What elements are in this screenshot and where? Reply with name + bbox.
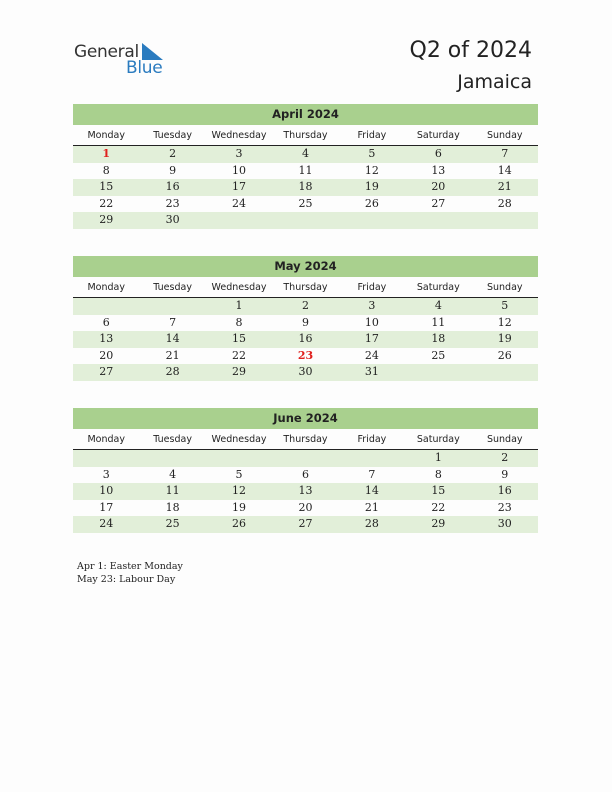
- logo-text-blue: Blue: [126, 58, 163, 78]
- week-row: [73, 467, 538, 484]
- month-title: May 2024: [73, 256, 538, 277]
- date-cell: 22: [431, 500, 446, 514]
- date-cell: 25: [298, 196, 313, 210]
- date-cell: 8: [434, 467, 442, 481]
- weekday-label: Sunday: [486, 434, 523, 445]
- date-cell: 20: [431, 180, 446, 193]
- date-cell: 20: [298, 500, 313, 514]
- weekday-label: Thursday: [283, 130, 328, 141]
- date-cell: 31: [364, 365, 379, 378]
- month-calendar: [73, 256, 538, 381]
- date-cell: 23: [165, 196, 180, 210]
- date-cell: [73, 298, 139, 315]
- weekday-label: Saturday: [416, 130, 460, 141]
- date-cell: 12: [364, 163, 379, 177]
- date-cell: [405, 364, 471, 381]
- week-row: [73, 516, 538, 533]
- date-cell: 19: [232, 500, 247, 514]
- date-cell: 6: [102, 315, 110, 329]
- date-cell: 18: [298, 180, 313, 193]
- date-cell: 30: [298, 365, 313, 378]
- weekday-label: Wednesday: [211, 130, 267, 141]
- date-cell: 14: [497, 163, 512, 177]
- date-cell: 10: [364, 315, 379, 329]
- date-cell: 6: [301, 467, 309, 481]
- date-cell: 21: [497, 180, 512, 193]
- week-row: [73, 331, 538, 348]
- date-cell: 24: [99, 517, 114, 530]
- date-cell: 17: [364, 332, 379, 345]
- date-cell: 23: [497, 500, 512, 514]
- date-cell: 16: [298, 332, 313, 345]
- date-cell: 9: [501, 467, 509, 481]
- date-cell: 16: [497, 484, 512, 497]
- month-title: June 2024: [73, 408, 538, 429]
- date-cell: 10: [232, 163, 247, 177]
- date-cell: 26: [232, 517, 247, 530]
- weekday-label: Saturday: [416, 282, 460, 293]
- date-cell: [472, 364, 538, 381]
- weekday-label: Thursday: [283, 434, 328, 445]
- date-cell: 16: [165, 180, 180, 193]
- week-row: [73, 179, 538, 196]
- weekday-label: Tuesday: [153, 434, 192, 445]
- date-cell: 15: [232, 332, 247, 345]
- weekday-label: Monday: [87, 130, 125, 141]
- weekday-label: Friday: [357, 434, 387, 445]
- month-title: April 2024: [73, 104, 538, 125]
- date-cell: 30: [497, 517, 512, 530]
- weekday-header-row: [73, 280, 538, 298]
- weekday-header-row: [73, 432, 538, 450]
- date-cell: [472, 212, 538, 229]
- date-cell: 4: [169, 467, 177, 481]
- date-cell: 22: [232, 348, 247, 362]
- date-cell: 11: [165, 484, 180, 497]
- date-cell: 11: [298, 163, 313, 177]
- weekday-label: Friday: [357, 282, 387, 293]
- date-cell: 15: [431, 484, 446, 497]
- holiday-date-cell: 23: [297, 348, 314, 362]
- date-cell: 12: [497, 315, 512, 329]
- week-row: [73, 500, 538, 517]
- date-cell: 25: [431, 348, 446, 362]
- holiday-notes: [77, 560, 183, 586]
- date-cell: [272, 450, 338, 467]
- date-cell: 26: [497, 348, 512, 362]
- date-cell: 8: [235, 315, 243, 329]
- date-cell: [206, 212, 272, 229]
- weekday-label: Friday: [357, 130, 387, 141]
- holiday-note: May 23: Labour Day: [77, 574, 176, 585]
- date-cell: 29: [232, 365, 247, 378]
- date-cell: 19: [364, 180, 379, 193]
- week-row: [73, 364, 538, 381]
- date-cell: 29: [99, 213, 114, 226]
- date-cell: 2: [301, 299, 309, 312]
- date-cell: [73, 450, 139, 467]
- date-cell: 15: [99, 180, 114, 193]
- date-cell: [339, 450, 405, 467]
- week-row: [73, 348, 538, 365]
- date-cell: 27: [99, 365, 114, 378]
- date-cell: [339, 212, 405, 229]
- date-cell: 9: [169, 163, 177, 177]
- date-cell: 2: [169, 147, 177, 160]
- date-cell: 22: [99, 196, 114, 210]
- weekday-label: Saturday: [416, 434, 460, 445]
- date-cell: 13: [298, 484, 313, 497]
- date-cell: 5: [368, 147, 376, 160]
- date-cell: 1: [235, 299, 243, 312]
- date-cell: 24: [232, 196, 247, 210]
- week-row: [73, 450, 538, 467]
- date-cell: 21: [165, 348, 180, 362]
- date-cell: 9: [301, 315, 309, 329]
- date-cell: 3: [235, 147, 243, 160]
- date-cell: 18: [431, 332, 446, 345]
- date-cell: 27: [431, 196, 446, 210]
- weekday-label: Wednesday: [211, 434, 267, 445]
- date-cell: 17: [232, 180, 247, 193]
- country-name: Jamaica: [457, 71, 532, 93]
- date-cell: 1: [434, 451, 442, 464]
- date-cell: 12: [232, 484, 247, 497]
- date-cell: [139, 298, 205, 315]
- week-row: [73, 163, 538, 180]
- generalblue-logo: [74, 42, 174, 78]
- date-cell: 19: [497, 332, 512, 345]
- date-cell: 17: [99, 500, 114, 514]
- date-cell: [139, 450, 205, 467]
- week-row: [73, 315, 538, 332]
- weekday-header-row: [73, 128, 538, 146]
- date-cell: 13: [431, 163, 446, 177]
- date-cell: 7: [169, 315, 177, 329]
- month-calendar: [73, 408, 538, 533]
- logo-text-general: General: [74, 42, 139, 62]
- date-cell: 3: [368, 299, 376, 312]
- date-cell: [405, 212, 471, 229]
- holiday-date-cell: 1: [102, 147, 111, 160]
- date-cell: 28: [165, 365, 180, 378]
- date-cell: 11: [431, 315, 446, 329]
- date-cell: 8: [102, 163, 110, 177]
- date-cell: [272, 212, 338, 229]
- date-cell: 4: [301, 147, 309, 160]
- date-cell: 4: [434, 299, 442, 312]
- date-cell: 21: [364, 500, 379, 514]
- week-row: [73, 483, 538, 500]
- date-cell: 2: [501, 451, 509, 464]
- date-cell: 14: [165, 332, 180, 345]
- date-cell: 24: [364, 348, 379, 362]
- weekday-label: Tuesday: [153, 130, 192, 141]
- date-cell: 5: [235, 467, 243, 481]
- date-cell: 28: [497, 196, 512, 210]
- month-calendar: [73, 104, 538, 229]
- weekday-label: Tuesday: [153, 282, 192, 293]
- date-cell: 28: [364, 517, 379, 530]
- weekday-label: Monday: [87, 434, 125, 445]
- date-cell: 27: [298, 517, 313, 530]
- date-cell: [206, 450, 272, 467]
- week-row: [73, 146, 538, 163]
- weekday-label: Wednesday: [211, 282, 267, 293]
- weekday-label: Sunday: [486, 130, 523, 141]
- weekday-label: Sunday: [486, 282, 523, 293]
- week-row: [73, 298, 538, 315]
- weekday-label: Monday: [87, 282, 125, 293]
- page-title: Q2 of 2024: [409, 38, 532, 63]
- date-cell: 7: [368, 467, 376, 481]
- week-row: [73, 212, 538, 229]
- date-cell: 30: [165, 213, 180, 226]
- date-cell: 10: [99, 484, 114, 497]
- date-cell: 7: [501, 147, 509, 160]
- date-cell: 29: [431, 517, 446, 530]
- holiday-note: Apr 1: Easter Monday: [77, 561, 183, 572]
- week-row: [73, 196, 538, 213]
- date-cell: 5: [501, 299, 509, 312]
- date-cell: 26: [364, 196, 379, 210]
- date-cell: 20: [99, 348, 114, 362]
- date-cell: 3: [102, 467, 110, 481]
- date-cell: 13: [99, 332, 114, 345]
- weekday-label: Thursday: [283, 282, 328, 293]
- date-cell: 18: [165, 500, 180, 514]
- date-cell: 25: [165, 517, 180, 530]
- date-cell: 6: [434, 147, 442, 160]
- date-cell: 14: [364, 484, 379, 497]
